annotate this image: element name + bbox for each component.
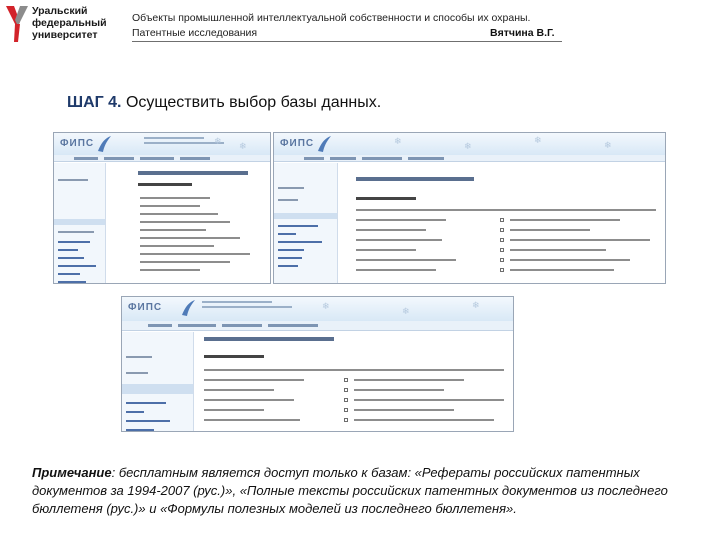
nav-tab[interactable] [268,324,318,327]
urfu-logo [6,5,126,43]
db-row [356,269,436,271]
fips-nav-bar [274,155,665,162]
nav-tab[interactable] [304,157,324,160]
urfu-logo-mark-icon [6,6,28,42]
db-checkbox[interactable] [500,258,504,262]
sidebar-link[interactable] [58,281,86,283]
db-row [140,213,218,215]
db-checkbox[interactable] [500,228,504,232]
db-row [510,219,620,221]
snowflake-icon: ❄ [534,135,542,145]
sidebar-text [278,187,304,189]
panel-title-bar [356,177,474,181]
panel-title-bar [138,171,248,175]
db-row [510,229,590,231]
snowflake-icon: ❄ [239,141,247,151]
sidebar-link[interactable] [126,402,166,404]
db-checkbox[interactable] [344,418,348,422]
db-checkbox[interactable] [500,218,504,222]
db-row [356,239,442,241]
sidebar-link[interactable] [278,265,298,267]
db-row [140,269,200,271]
banner-text-line [144,142,224,144]
db-row [510,259,630,261]
sidebar-link[interactable] [58,257,84,259]
fips-banner [54,133,270,155]
sidebar-link[interactable] [58,241,90,243]
urfu-logo-text [32,5,107,41]
db-row [354,399,504,401]
db-row [204,399,294,401]
nav-tab[interactable] [148,324,172,327]
db-row [356,229,426,231]
sidebar-text [126,356,152,358]
db-row [510,269,614,271]
nav-tab[interactable] [180,157,210,160]
db-row [204,379,304,381]
db-row [204,409,264,411]
sidebar-section-header [122,384,193,394]
db-row [356,209,656,211]
sidebar-text [58,231,94,233]
panel-subtitle-bar [204,355,264,358]
nav-tab[interactable] [222,324,262,327]
db-row [204,389,274,391]
db-row [140,221,230,223]
fips-logo: ФИПС [60,138,95,149]
nav-tab[interactable] [330,157,356,160]
sidebar-link[interactable] [278,233,296,235]
db-row [140,253,250,255]
fips-sidebar [274,163,338,283]
db-checkbox[interactable] [500,238,504,242]
note-text: : бесплатным является доступ только к базам: «Рефераты российских патентных документов за 1994-2007 (рус.)», «Полные тексты российских патентных документов из последнего бюллетеня (рус.)» и «Формулы полезных моделей из последнего бюллетеня». [32,465,668,516]
screenshot-fips-1 [53,132,271,284]
fips-sidebar [54,163,106,283]
db-row [510,249,606,251]
db-row [354,379,464,381]
db-row [510,239,650,241]
header-course-title: Объекты промышленной интеллектуальной собственности и способы их охраны. [132,12,531,24]
sidebar-link[interactable] [126,429,154,431]
banner-text-line [202,301,272,303]
fips-swoosh-icon [96,135,112,153]
db-row [356,219,446,221]
db-checkbox[interactable] [344,408,348,412]
sidebar-link[interactable] [278,249,304,251]
snowflake-icon: ❄ [402,306,410,316]
db-row [354,409,454,411]
sidebar-link[interactable] [58,249,78,251]
step-number: ШАГ 4. [67,94,122,111]
db-checkbox[interactable] [344,378,348,382]
fips-logo: ФИПС [280,138,315,149]
db-row [356,259,456,261]
db-row [204,419,300,421]
nav-tab[interactable] [178,324,216,327]
db-row [354,389,444,391]
logo-line-3: университет [32,29,98,41]
sidebar-link[interactable] [278,241,322,243]
sidebar-link[interactable] [126,420,170,422]
banner-text-line [144,137,204,139]
db-checkbox[interactable] [500,248,504,252]
db-checkbox[interactable] [344,398,348,402]
note-label: Примечание [32,465,112,480]
db-row [140,205,200,207]
step-text: Осуществить выбор базы данных. [125,94,382,111]
note-paragraph [32,464,696,518]
fips-nav-bar [122,321,513,331]
sidebar-link[interactable] [58,265,96,267]
step-title [67,94,381,112]
sidebar-section-header [54,219,105,225]
fips-sidebar [122,332,194,431]
snowflake-icon: ❄ [472,300,480,310]
db-row [140,197,210,199]
nav-tab[interactable] [362,157,402,160]
header-topic: Патентные исследования [132,27,258,39]
db-row [204,369,504,371]
logo-line-1: Уральский [32,5,88,17]
fips-logo: ФИПС [128,302,163,313]
sidebar-text [278,199,298,201]
sidebar-link[interactable] [278,257,302,259]
header-author: Вятчина В.Г. [490,27,555,39]
screenshot-fips-3 [121,296,514,432]
db-checkbox[interactable] [500,268,504,272]
fips-nav-bar [54,155,270,162]
db-row [140,261,230,263]
snowflake-icon: ❄ [322,301,330,311]
panel-subtitle-bar [138,183,192,186]
sidebar-text [126,372,148,374]
fips-swoosh-icon [180,299,196,317]
db-row [140,237,240,239]
screenshot-fips-2 [273,132,666,284]
db-row [354,419,494,421]
snowflake-icon: ❄ [214,136,222,146]
sidebar-section-header [274,213,337,219]
snowflake-icon: ❄ [604,140,612,150]
logo-line-2: федеральный [32,17,107,29]
sidebar-link[interactable] [126,411,144,413]
snowflake-icon: ❄ [464,141,472,151]
nav-tab[interactable] [140,157,174,160]
fips-banner [122,297,513,321]
banner-text-line [202,306,292,308]
sidebar-text [58,179,88,181]
header-divider [132,41,562,42]
db-row [140,229,206,231]
panel-title-bar [204,337,334,341]
sidebar-link[interactable] [278,225,318,227]
nav-tab[interactable] [408,157,444,160]
nav-tab[interactable] [104,157,134,160]
sidebar-link[interactable] [58,273,80,275]
fips-swoosh-icon [316,135,332,153]
nav-tab[interactable] [74,157,98,160]
snowflake-icon: ❄ [394,136,402,146]
fips-banner [274,133,665,155]
db-row [140,245,214,247]
db-row [356,249,416,251]
db-checkbox[interactable] [344,388,348,392]
panel-subtitle-bar [356,197,416,200]
